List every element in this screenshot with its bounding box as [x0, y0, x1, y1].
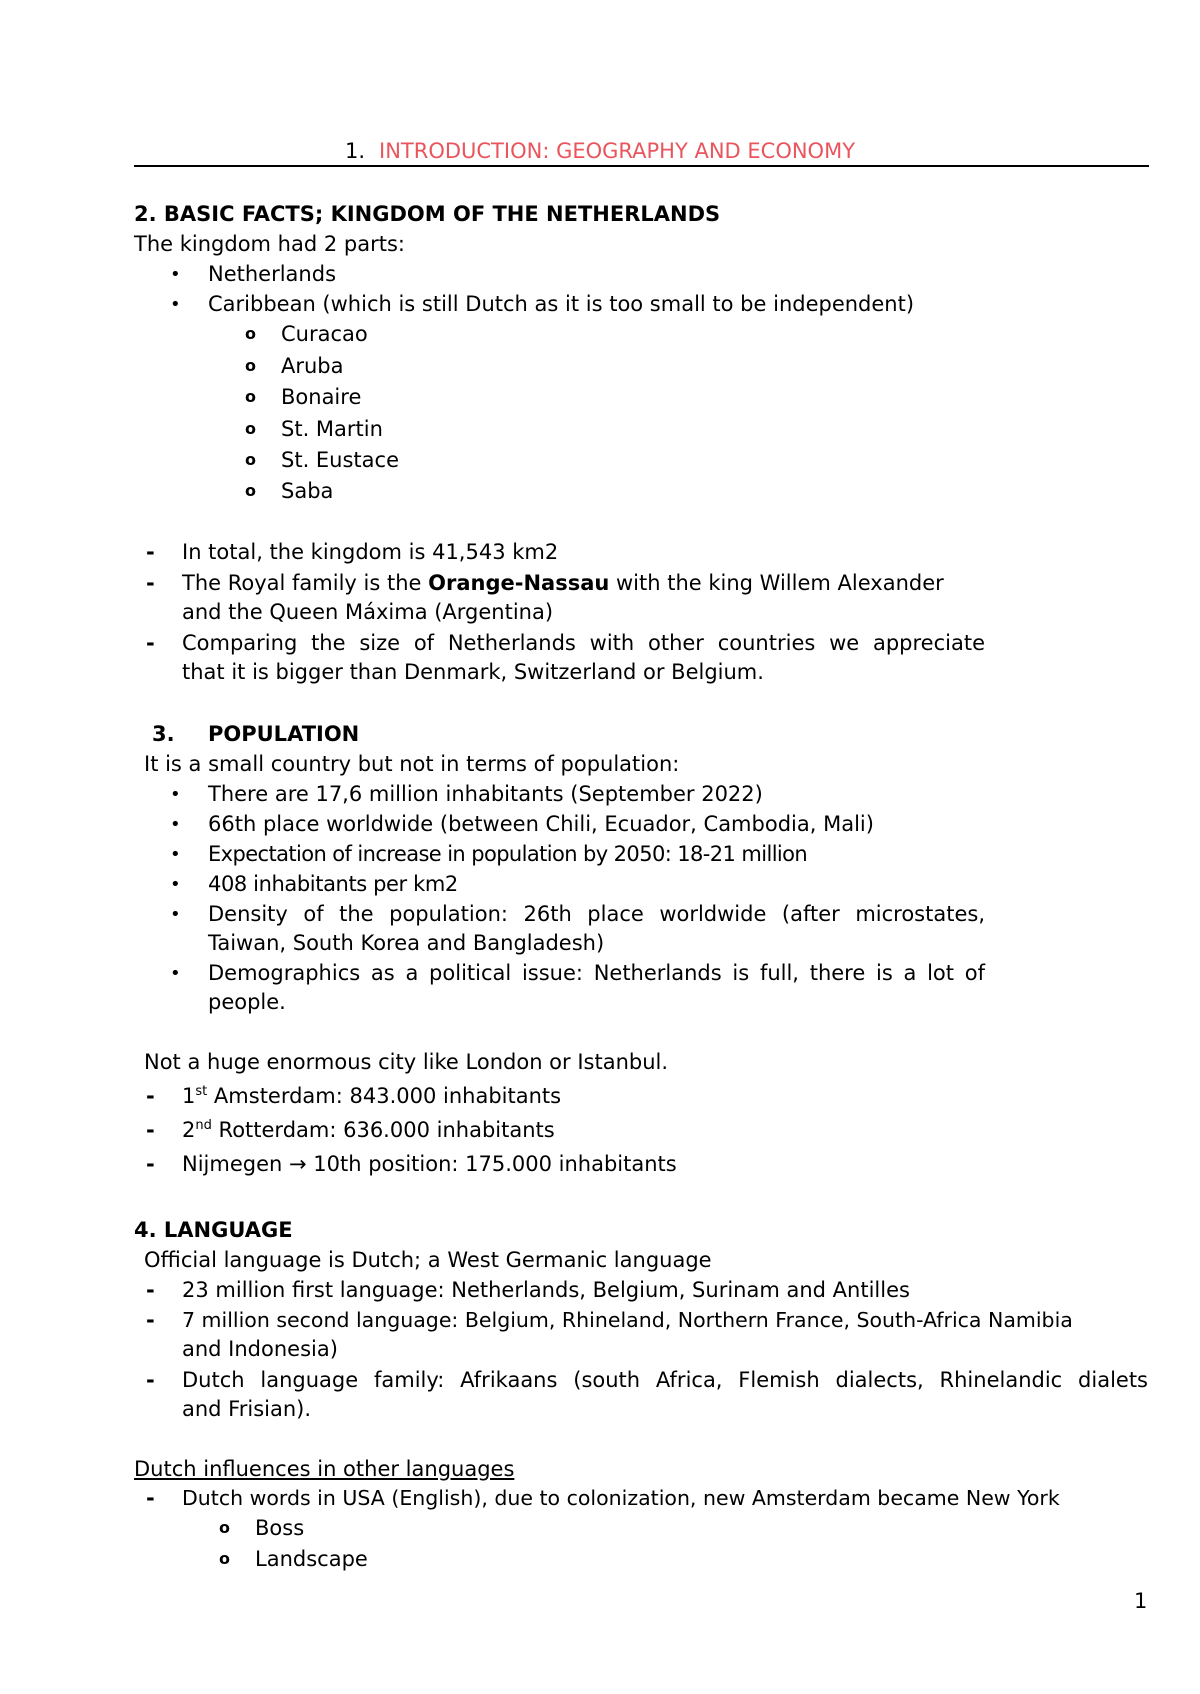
city-text: Amsterdam: 843.000 inhabitants	[207, 1084, 562, 1108]
language-item-line2: and Indonesia)	[182, 1337, 338, 1361]
section-4-title: LANGUAGE	[163, 1218, 293, 1242]
circle-bullet-icon: o	[245, 356, 256, 375]
circle-bullet-icon: o	[219, 1549, 230, 1568]
population-item: 408 inhabitants per km2	[208, 872, 458, 896]
city-rank-suffix: nd	[195, 1118, 212, 1133]
population-item: Density of the population: 26th place worldwide (after microstates,	[208, 902, 985, 926]
city-nijmegen: Nijmegen → 10th position: 175.000 inhabitants	[182, 1152, 677, 1176]
section-4-heading	[134, 1218, 293, 1243]
city-amsterdam	[182, 1084, 561, 1109]
dash-icon: -	[146, 1486, 155, 1510]
island-item: Bonaire	[281, 385, 362, 409]
circle-bullet-icon: o	[219, 1518, 230, 1537]
fact-royal-family	[182, 571, 944, 596]
language-item: Dutch language family: Afrikaans (south Africa, Flemish dialects, Rhinelandic dialets	[182, 1368, 1148, 1392]
fact-royal-line2: and the Queen Máxima (Argentina)	[182, 600, 554, 624]
circle-bullet-icon: o	[245, 324, 256, 343]
bullet-icon: •	[170, 294, 181, 315]
influence-item: Dutch words in USA (English), due to colonization, new Amsterdam became New York	[182, 1486, 1060, 1510]
island-item: St. Martin	[281, 417, 383, 441]
dash-icon: -	[146, 1118, 155, 1142]
section-4-intro: Official language is Dutch; a West Germanic language	[144, 1248, 712, 1272]
circle-bullet-icon: o	[245, 450, 256, 469]
population-item-line2: people.	[208, 990, 286, 1014]
city-rank: 2	[182, 1118, 196, 1142]
dash-icon: -	[146, 1278, 155, 1302]
section-3-number: 3.	[152, 722, 175, 746]
bullet-icon: •	[170, 963, 181, 984]
fact-size-line2: that it is bigger than Denmark, Switzerland or Belgium.	[182, 660, 764, 684]
city-rotterdam	[182, 1118, 555, 1143]
population-item: Expectation of increase in population by 2050: 18-21 million	[208, 842, 808, 866]
section-2-title: BASIC FACTS; KINGDOM OF THE NETHERLANDS	[163, 202, 721, 226]
dash-icon: -	[146, 1368, 155, 1392]
dash-icon: -	[146, 571, 155, 595]
dutch-word: Boss	[255, 1516, 305, 1540]
page-number: 1	[1134, 1589, 1148, 1613]
part-item: Caribbean (which is still Dutch as it is too small to be independent)	[208, 292, 915, 316]
city-rank-suffix: st	[195, 1084, 208, 1099]
city-rank: 1	[182, 1084, 196, 1108]
heading-rule	[134, 165, 1149, 167]
population-item: 66th place worldwide (between Chili, Ecuador, Cambodia, Mali)	[208, 812, 874, 836]
dash-icon: -	[146, 1152, 155, 1176]
circle-bullet-icon: o	[245, 419, 256, 438]
part-item: Netherlands	[208, 262, 337, 286]
dutch-word: Landscape	[255, 1547, 368, 1571]
fact-area: In total, the kingdom is 41,543 km2	[182, 540, 559, 564]
island-item: Saba	[281, 479, 334, 503]
section-2-intro: The kingdom had 2 parts:	[134, 232, 405, 256]
dash-icon: -	[146, 1308, 155, 1332]
island-item: Aruba	[281, 354, 344, 378]
language-item: 23 million first language: Netherlands, Belgium, Surinam and Antilles	[182, 1278, 910, 1302]
circle-bullet-icon: o	[245, 387, 256, 406]
fact-royal-house: Orange-Nassau	[428, 571, 610, 595]
section-1-title: INTRODUCTION: GEOGRAPHY AND ECONOMY	[379, 139, 856, 163]
section-2-number: 2.	[134, 202, 157, 226]
population-item: There are 17,6 million inhabitants (September 2022)	[208, 782, 763, 806]
influences-heading: Dutch influences in other languages	[134, 1457, 515, 1481]
fact-size-line1: Comparing the size of Netherlands with other countries we appreciate	[182, 631, 985, 655]
bullet-icon: •	[170, 844, 181, 865]
island-item: Curacao	[281, 322, 368, 346]
bullet-icon: •	[170, 904, 181, 925]
bullet-icon: •	[170, 814, 181, 835]
city-text: Rotterdam: 636.000 inhabitants	[211, 1118, 555, 1142]
population-item: Demographics as a political issue: Netherlands is full, there is a lot of	[208, 961, 985, 985]
fact-royal-post: with the king Willem Alexander	[609, 571, 944, 595]
section-3-intro: It is a small country but not in terms of population:	[144, 752, 680, 776]
dash-icon: -	[146, 540, 155, 564]
section-4-number: 4.	[134, 1218, 157, 1242]
section-2-heading	[134, 202, 720, 227]
bullet-icon: •	[170, 264, 181, 285]
bullet-icon: •	[170, 784, 181, 805]
section-1-heading	[0, 139, 1200, 164]
population-item-line2: Taiwan, South Korea and Bangladesh)	[208, 931, 605, 955]
circle-bullet-icon: o	[245, 481, 256, 500]
dash-icon: -	[146, 631, 155, 655]
island-item: St. Eustace	[281, 448, 400, 472]
section-3-title: POPULATION	[208, 722, 360, 746]
section-1-number: 1.	[344, 139, 365, 163]
language-item-line2: and Frisian).	[182, 1397, 312, 1421]
fact-royal-pre: The Royal family is the	[182, 571, 429, 595]
bullet-icon: •	[170, 874, 181, 895]
cities-intro: Not a huge enormous city like London or Istanbul.	[144, 1050, 669, 1074]
dash-icon: -	[146, 1084, 155, 1108]
language-item: 7 million second language: Belgium, Rhineland, Northern France, South-Africa Namibia	[182, 1308, 1073, 1332]
